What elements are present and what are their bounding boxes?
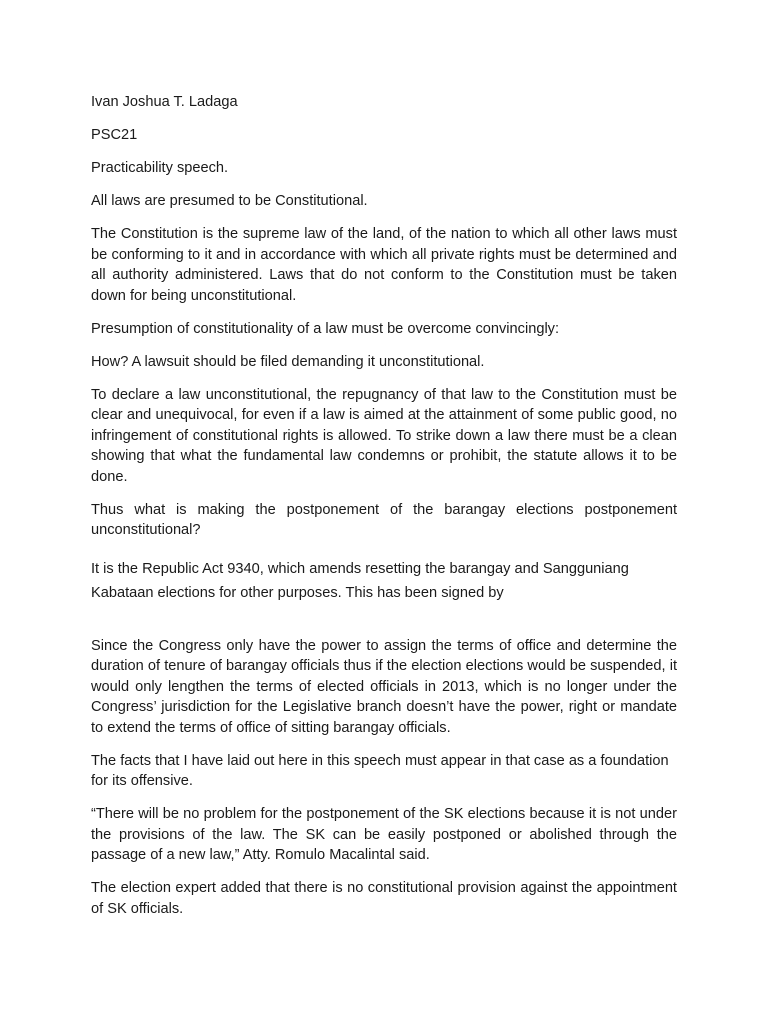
paragraph-6: Thus what is making the postponement of the barangay elections postponement unconstitutional? — [91, 501, 677, 538]
paragraph-8: Since the Congress only have the power to assign the terms of office and determine the duration of tenure of barangay officials thus if the election elections would be suspended, it would only lengthen the terms of elected officials in 2013, which is no longer under the Congress’ jurisdiction for the Legislative branch doesn’t have the power, right or mandate to extend the terms of office of sitting barangay officials. — [91, 637, 677, 736]
paragraph-7: It is the Republic Act 9340, which amends resetting the barangay and Sangguniang Kabataan elections for other purposes. This has been signed by — [91, 560, 629, 601]
paragraph-10: “There will be no problem for the postponement of the SK elections because it is not under the provisions of the law. The SK can be easily postponed or abolished through the passage of a new law,” Atty. Romulo Macalintal said. — [91, 806, 677, 863]
author-name: Ivan Joshua T. Ladaga — [91, 94, 238, 110]
paragraph-11: The election expert added that there is no constitutional provision against the appointment of SK officials. — [91, 880, 677, 917]
paragraph-4: How? A lawsuit should be filed demanding it unconstitutional. — [91, 353, 485, 370]
paragraph-3: Presumption of constitutionality of a law must be overcome convincingly: — [91, 320, 560, 337]
paragraph-9: The facts that I have laid out here in this speech must appear in that case as a foundation for its offensive. — [91, 752, 669, 789]
document-page — [91, 92, 677, 932]
course-code: PSC21 — [91, 127, 138, 143]
paragraph-2: The Constitution is the supreme law of the land, of the nation to which all other laws must be conforming to it and in accordance with which all private rights must be determined and all authority administered. Laws that do not conform to the Constitution must be taken down for being unconstitutional. — [91, 226, 677, 304]
document-title: Practicability speech. — [91, 160, 229, 176]
paragraph-1: All laws are presumed to be Constitutional. — [91, 193, 368, 209]
paragraph-5: To declare a law unconstitutional, the repugnancy of that law to the Constitution must be clear and unequivocal, for even if a law is aimed at the attainment of some public good, no infringement of constitutional rights is allowed. To strike down a law there must be a clean showing that what the fundamental law condemns or prohibit, the statute allows it to be done. — [91, 386, 677, 485]
